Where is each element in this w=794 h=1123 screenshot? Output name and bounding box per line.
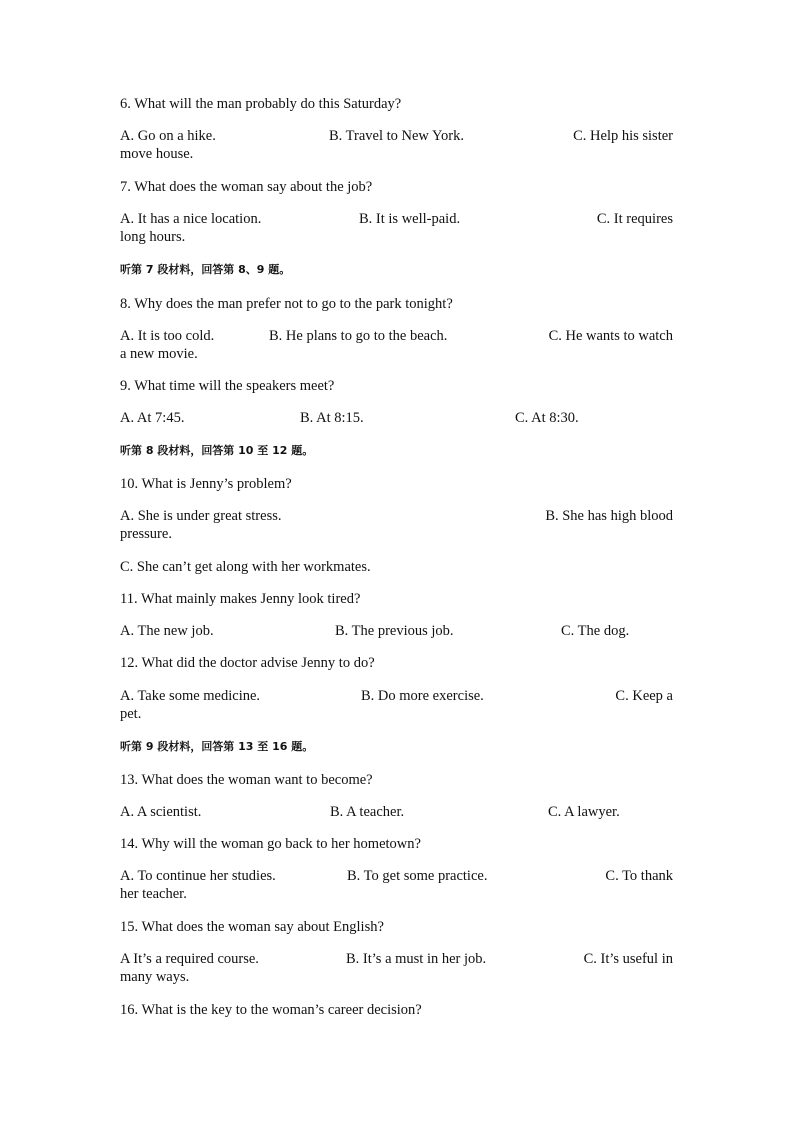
option-b: B. It’s a must in her job. [346, 951, 487, 967]
options-15 [120, 950, 673, 986]
option-b: B. Do more exercise. [361, 688, 484, 704]
option-a: A. Go on a hike. [120, 128, 216, 144]
option-c: C. A lawyer. [548, 804, 620, 820]
option-c: C. To thank [605, 868, 673, 884]
options-12 [120, 687, 673, 723]
option-b: B. A teacher. [330, 804, 405, 820]
option-c: C. The dog. [561, 623, 630, 639]
options-8 [120, 327, 673, 363]
question-6: 6. What will the man probably do this Saturday? [120, 96, 402, 112]
option-a: A. It has a nice location. [120, 211, 262, 227]
option-a: A. The new job. [120, 623, 214, 639]
option-c-wrap: many ways. [120, 969, 190, 985]
options-14 [120, 867, 673, 903]
option-b: B. At 8:15. [300, 410, 364, 426]
option-a: A. A scientist. [120, 804, 202, 820]
options-11 [120, 622, 673, 640]
options-10 [120, 507, 673, 543]
option-b: B. Travel to New York. [329, 128, 464, 144]
question-10: 10. What is Jenny’s problem? [120, 476, 292, 492]
option-c-wrap: long hours. [120, 229, 186, 245]
option-b: B. It is well-paid. [359, 211, 461, 227]
question-14: 14. Why will the woman go back to her hometown? [120, 836, 421, 852]
option-a: A. At 7:45. [120, 410, 185, 426]
section-heading-8: 听第 8 段材料，回答第 10 至 12 题。 [120, 444, 314, 457]
option-a: A. She is under great stress. [120, 508, 282, 524]
option-b: B. He plans to go to the beach. [269, 328, 448, 344]
question-13: 13. What does the woman want to become? [120, 772, 373, 788]
question-11: 11. What mainly makes Jenny look tired? [120, 591, 361, 607]
option-c: C. It’s useful in [583, 951, 673, 967]
option-b: B. To get some practice. [347, 868, 488, 884]
option-c-wrap: pet. [120, 706, 142, 722]
option-c-wrap: a new movie. [120, 346, 198, 362]
option-b: B. The previous job. [335, 623, 454, 639]
question-8: 8. Why does the man prefer not to go to the park tonight? [120, 296, 453, 312]
option-c: C. It requires [596, 211, 673, 227]
option-a: A. Take some medicine. [120, 688, 261, 704]
options-7 [120, 210, 673, 246]
option-a: A It’s a required course. [120, 951, 259, 967]
option-c: C. At 8:30. [515, 410, 579, 426]
question-9: 9. What time will the speakers meet? [120, 378, 335, 394]
options-9 [120, 409, 673, 427]
option-b: B. She has high blood [545, 508, 673, 524]
question-16: 16. What is the key to the woman’s career decision? [120, 1002, 422, 1018]
option-c: C. Help his sister [573, 128, 673, 144]
option-a: A. To continue her studies. [120, 868, 276, 884]
option-c-wrap: move house. [120, 146, 194, 162]
question-15: 15. What does the woman say about English? [120, 919, 384, 935]
option-c-wrap: her teacher. [120, 886, 187, 902]
option-c: C. She can’t get along with her workmates. [120, 559, 371, 575]
option-c: C. Keep a [615, 688, 673, 704]
section-heading-9: 听第 9 段材料，回答第 13 至 16 题。 [120, 740, 314, 753]
option-b-wrap: pressure. [120, 526, 172, 542]
options-13 [120, 803, 673, 821]
question-12: 12. What did the doctor advise Jenny to do? [120, 655, 375, 671]
options-6 [120, 127, 673, 163]
option-a: A. It is too cold. [120, 328, 215, 344]
question-7: 7. What does the woman say about the job? [120, 179, 373, 195]
option-c: C. He wants to watch [548, 328, 673, 344]
section-heading-7: 听第 7 段材料，回答第 8、9 题。 [120, 263, 291, 276]
